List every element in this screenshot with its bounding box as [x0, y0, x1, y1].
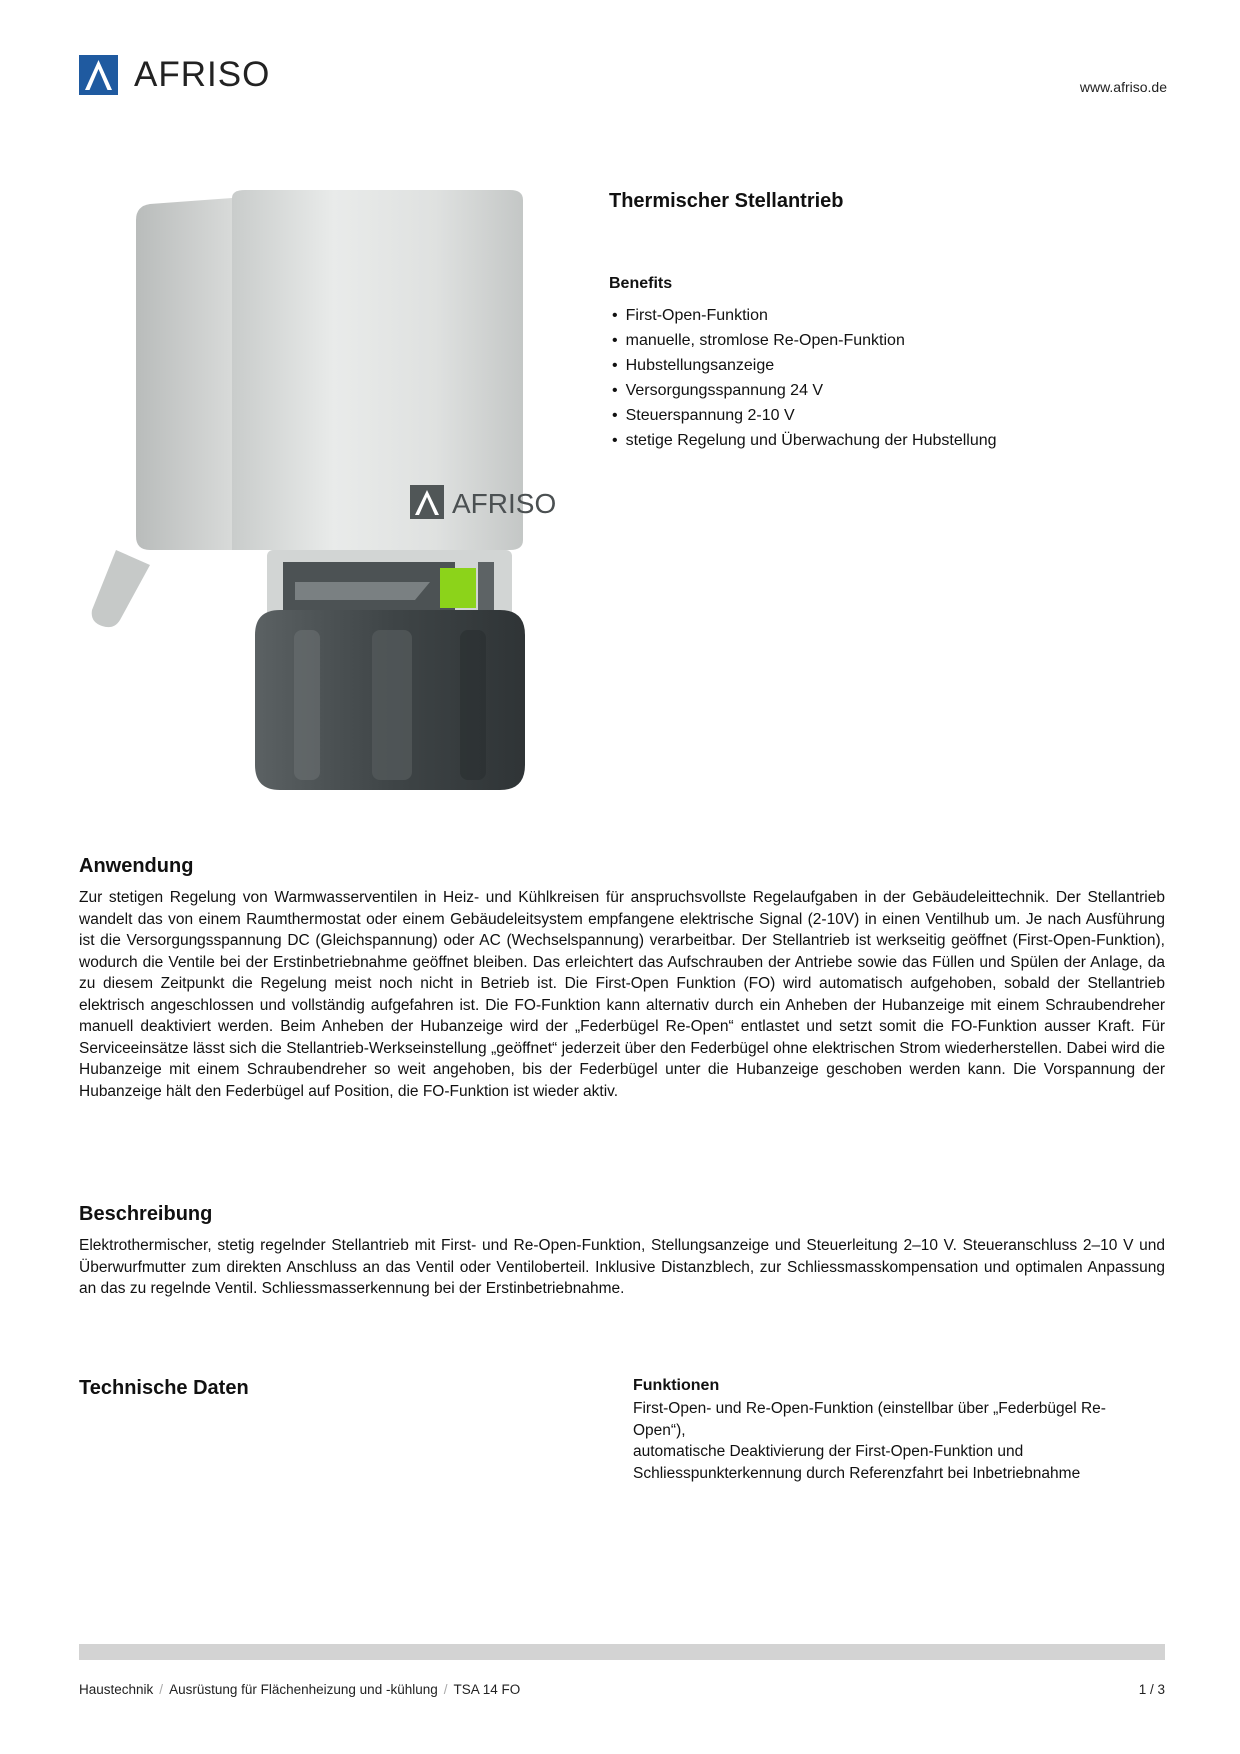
product-brand-mark	[410, 485, 556, 519]
breadcrumb	[79, 1682, 520, 1697]
website-link[interactable]: www.afriso.de	[1079, 79, 1167, 95]
breadcrumb-item[interactable]: Haustechnik	[79, 1682, 154, 1697]
breadcrumb-separator: /	[159, 1682, 164, 1697]
breadcrumb-item[interactable]: TSA 14 FO	[453, 1682, 521, 1697]
breadcrumb-separator: /	[443, 1682, 448, 1697]
benefit-item: • Versorgungsspannung 24 V	[612, 378, 997, 403]
anwendung-text: Zur stetigen Regelung von Warmwasserventilen in Heiz- und Kühlkreisen für anspruchsvollste Regelaufgaben in der Gebäudeleittechnik. Der Stellantrieb wandelt das von einem Raumthermostat oder einem Gebäudeleitsystem empfangene elektrische Signal (2-10V) in einen Ventilhub um. Je nach Ausführung ist die Versorgungsspannung DC (Gleichspannung) oder AC (Wechselspannung) verarbeitbar. Der Stellantrieb ist werkseitig geöffnet (First-Open-Funktion), wodurch die Ventile bei der Erstinbetriebnahme geöffnet bleiben. Das erleichtert das Aufschrauben der Antriebe sowie das Füllen und Spülen der Anlage, da zu diesem Zeitpunkt die Regelung meist noch nicht in Betrieb ist. Die First-Open Funktion (FO) wird automatisch aufgehoben, sobald der Stellantrieb elektrisch angeschlossen und vollständig aufgefahren ist. Die FO-Funktion kann alternativ durch ein Anheben der Hubanzeige mit einem Schraubendreher manuell deaktiviert werden. Beim Anheben der Hubanzeige wird der „Federbügel Re-Open“ entlastet und setzt somit die FO-Funktion ausser Kraft. Für Serviceeinsätze lässt sich die Stellantrieb-Werkseinstellung „geöffnet“ jederzeit über den Federbügel ohne elektrischen Strom wiederherstellen. Dabei wird die Hubanzeige mit einem Schraubendreher so weit angehoben, bis der Federbügel unter die Hubanzeige geschoben werden kann. Die Vorspannung der Hubanzeige hält den Federbügel auf Position, die FO-Funktion ist wieder aktiv.	[79, 889, 1165, 1100]
benefit-item: • Steuerspannung 2-10 V	[612, 403, 997, 428]
funktionen-heading: Funktionen	[633, 1377, 720, 1394]
afriso-logo-icon	[79, 55, 118, 95]
logo-text: AFRISO	[134, 55, 271, 94]
breadcrumb-item[interactable]: Ausrüstung für Flächenheizung und -kühlung	[169, 1682, 438, 1697]
benefits-list	[612, 303, 997, 453]
funktionen-line: automatische Deaktivierung der First-Open-Funktion und Schliesspunkterkennung durch Referenzfahrt bei Inbetriebnahme	[633, 1443, 1081, 1482]
section-heading-beschreibung: Beschreibung	[79, 1203, 213, 1225]
beschreibung-text: Elektrothermischer, stetig regelnder Stellantrieb mit First- und Re-Open-Funktion, Stellungsanzeige und Steuerleitung 2–10 V. Steueranschluss 2–10 V und Überwurfmutter zum direkten Anschluss an das Ventil oder Ventiloberteil. Inklusive Distanzblech, zur Schliessmasskompensation und optimalen Anpassung an das zu regelnde Ventil. Schliessmasserkennung bei der Erstinbetriebnahme.	[79, 1237, 1165, 1297]
benefit-item: • manuelle, stromlose Re-Open-Funktion	[612, 328, 997, 353]
section-heading-anwendung: Anwendung	[79, 855, 194, 877]
brand-logo	[79, 55, 270, 95]
benefit-item: • First-Open-Funktion	[612, 303, 997, 328]
funktionen-text	[633, 1398, 1153, 1484]
section-heading-technische-daten: Technische Daten	[79, 1377, 249, 1399]
benefit-item: • Hubstellungsanzeige	[612, 353, 997, 378]
product-image	[80, 190, 600, 795]
svg-text:AFRISO: AFRISO	[452, 488, 557, 519]
product-title: Thermischer Stellantrieb	[609, 190, 844, 212]
benefit-item: • stetige Regelung und Überwachung der Hubstellung	[612, 428, 997, 453]
page-number: 1 / 3	[1138, 1682, 1165, 1697]
funktionen-line: First-Open- und Re-Open-Funktion (einstellbar über „Federbügel Re-Open“),	[633, 1400, 1106, 1439]
footer-divider	[79, 1644, 1165, 1660]
benefits-heading: Benefits	[609, 275, 673, 292]
